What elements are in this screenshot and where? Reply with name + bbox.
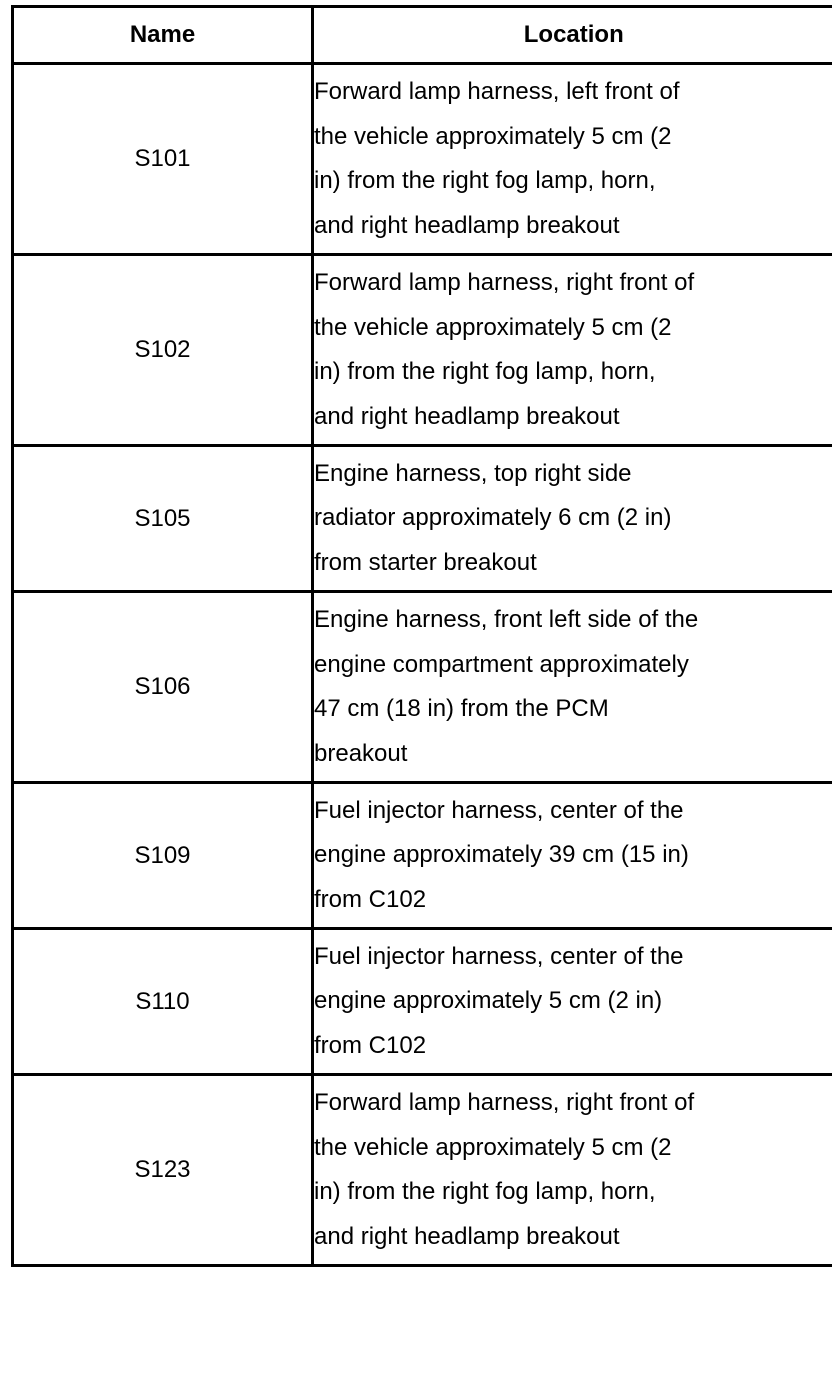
splice-location-cell <box>313 64 832 255</box>
splice-name-cell: S110 <box>13 929 313 1075</box>
table-row <box>13 255 832 446</box>
table-header-row <box>13 7 832 64</box>
table-row <box>13 929 832 1075</box>
location-line: Engine harness, front left side of the <box>314 606 699 633</box>
splice-location-cell <box>313 1075 832 1266</box>
location-line: in) from the right fog lamp, horn, <box>314 1178 656 1205</box>
location-line: Forward lamp harness, right front of <box>314 269 695 296</box>
location-line: from starter breakout <box>314 548 537 576</box>
location-line: radiator approximately 6 cm (2 in) <box>314 504 672 532</box>
splice-location-cell <box>313 446 832 592</box>
location-line: and right headlamp breakout <box>314 402 620 430</box>
location-line: Fuel injector harness, center of the <box>314 942 684 970</box>
column-header-location: Location <box>313 7 832 64</box>
location-line: engine approximately 39 cm (15 in) <box>314 841 689 869</box>
splice-name-cell: S123 <box>13 1075 313 1266</box>
splice-location-table <box>11 5 832 1267</box>
location-line: Forward lamp harness, left front of <box>314 78 680 105</box>
table-row <box>13 592 832 783</box>
location-line: in) from the right fog lamp, horn, <box>314 167 656 194</box>
table-row <box>13 446 832 592</box>
splice-location-cell <box>313 592 832 783</box>
location-line: from C102 <box>314 885 427 913</box>
location-line: and right headlamp breakout <box>314 1222 620 1250</box>
location-line: engine compartment approximately <box>314 650 689 678</box>
location-line: Fuel injector harness, center of the <box>314 796 684 824</box>
splice-location-cell <box>313 783 832 929</box>
table-row <box>13 1075 832 1266</box>
table-row <box>13 783 832 929</box>
location-line: Forward lamp harness, right front of <box>314 1089 695 1116</box>
splice-name-cell: S101 <box>13 64 313 255</box>
location-line: the vehicle approximately 5 cm (2 <box>314 313 672 341</box>
splice-location-cell <box>313 929 832 1075</box>
location-line: the vehicle approximately 5 cm (2 <box>314 122 672 150</box>
location-line: Engine harness, top right side <box>314 459 632 487</box>
column-header-name: Name <box>13 7 313 64</box>
splice-name-cell: S105 <box>13 446 313 592</box>
splice-name-cell: S109 <box>13 783 313 929</box>
table-row <box>13 64 832 255</box>
location-line: in) from the right fog lamp, horn, <box>314 358 656 385</box>
location-line: the vehicle approximately 5 cm (2 <box>314 1133 672 1161</box>
splice-name-cell: S106 <box>13 592 313 783</box>
location-line: 47 cm (18 in) from the PCM <box>314 695 609 722</box>
splice-location-cell <box>313 255 832 446</box>
location-line: engine approximately 5 cm (2 in) <box>314 987 663 1015</box>
location-line: breakout <box>314 739 408 767</box>
location-line: from C102 <box>314 1031 427 1059</box>
splice-name-cell: S102 <box>13 255 313 446</box>
location-line: and right headlamp breakout <box>314 211 620 239</box>
